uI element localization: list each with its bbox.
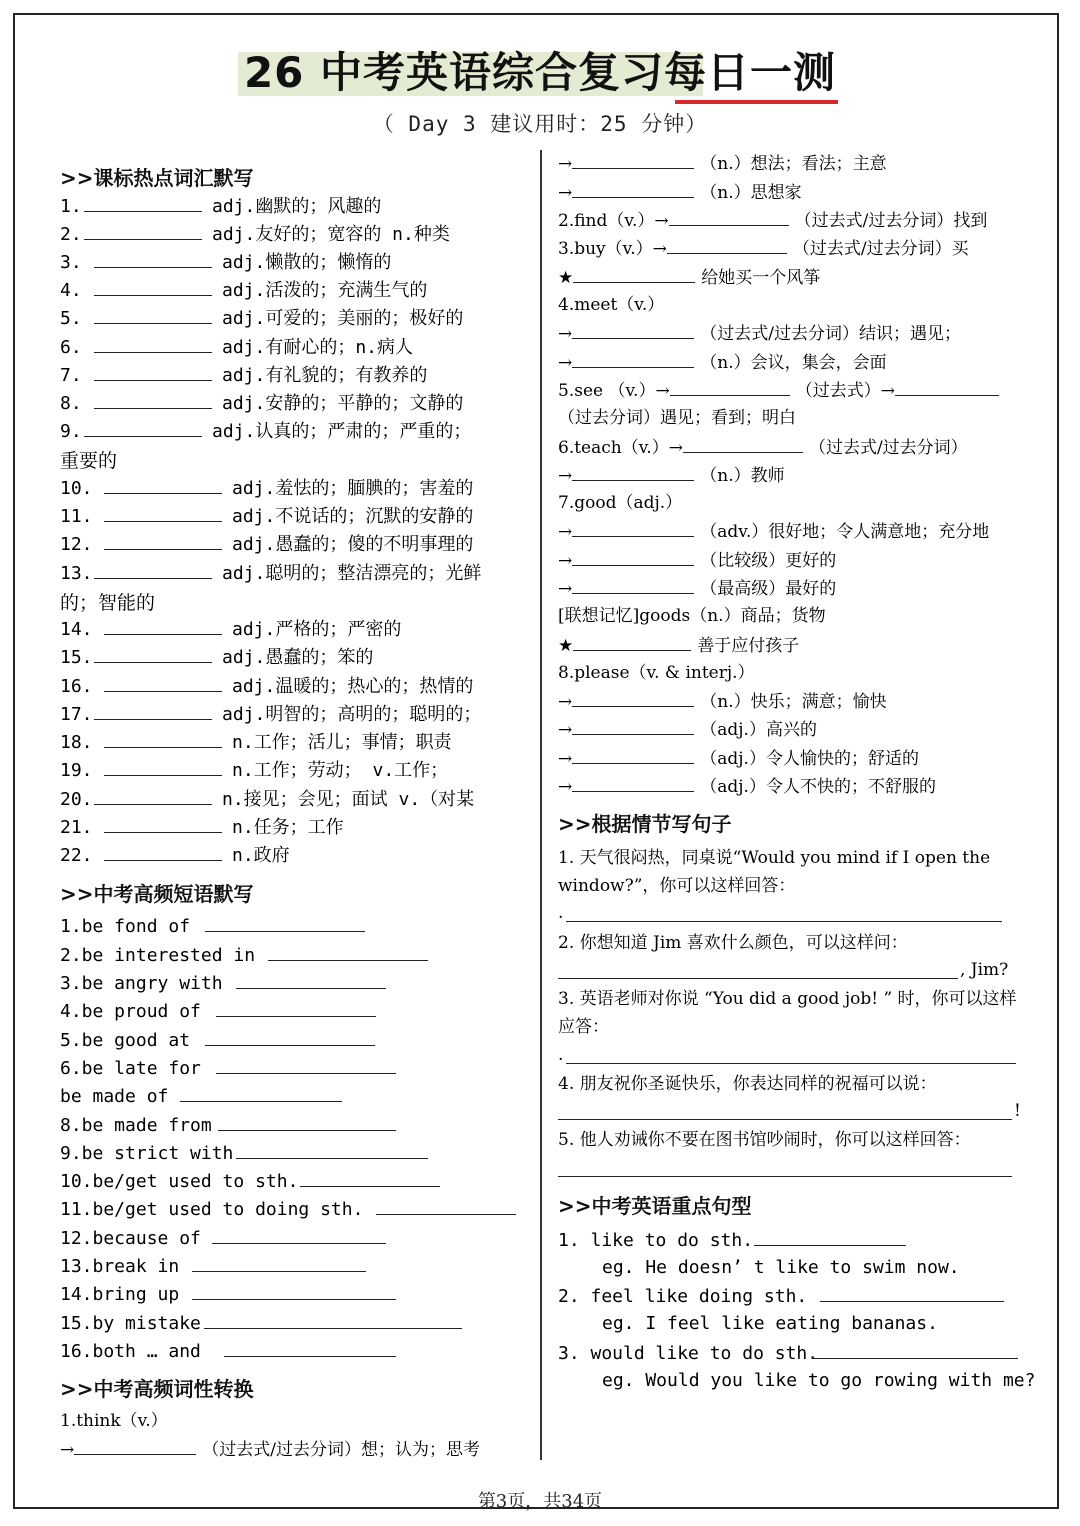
conversion-hint: （n.）会议，集会，会面 <box>700 353 887 373</box>
answer-tail-text: , Jim? <box>960 960 1009 980</box>
pattern-text: 3. would like to do sth. <box>558 1343 819 1364</box>
conversion-hint: （adv.）很好地；令人满意地；充分地 <box>700 522 990 542</box>
situational-answer-line[interactable] <box>566 920 1002 922</box>
vocab-answer-blank[interactable] <box>84 193 202 212</box>
vocab-definition: adj.明智的；高明的；聪明的； <box>222 704 482 725</box>
vocab-number: 8. <box>60 393 82 414</box>
pattern-example: eg. He doesn’ t like to swim now. <box>602 1257 960 1278</box>
vocab-answer-blank[interactable] <box>94 786 212 805</box>
section-vocab-heading: >>课标热点词汇默写 <box>60 166 254 190</box>
conversion-hint: （比较级）更好的 <box>700 551 837 571</box>
vocab-number: 1. <box>60 196 82 217</box>
phrase-text: 3.be angry with <box>60 973 223 994</box>
conversion-answer-blank[interactable] <box>572 150 694 169</box>
phrase-text: 11.be/get used to doing sth. <box>60 1199 364 1220</box>
vocab-continuation: 的；智能的 <box>60 592 156 614</box>
conversion-answer-blank[interactable] <box>573 264 695 283</box>
conversion-answer-blank[interactable] <box>572 518 694 537</box>
phrase-item <box>60 1055 396 1082</box>
phrase-item <box>60 1281 396 1308</box>
conversion-hint: （过去式/过去分词） <box>808 438 968 458</box>
conversion-answer-blank[interactable] <box>572 688 694 707</box>
vocab-answer-blank[interactable] <box>104 475 222 494</box>
phrase-item <box>60 1196 516 1223</box>
phrase-text: 13.break in <box>60 1256 180 1277</box>
conversion-item <box>558 632 799 659</box>
vocab-answer-blank[interactable] <box>94 305 212 324</box>
vocab-answer-blank[interactable] <box>104 729 222 748</box>
vocab-definition: adj.懒散的；懒惰的 <box>222 252 392 273</box>
conversion-prefix: 5.see （v.）→ <box>558 381 670 401</box>
vocab-definition: adj.活泼的；充满生气的 <box>222 280 428 301</box>
conversion-hint: 善于应付孩子 <box>697 636 800 656</box>
conversion-answer-blank[interactable] <box>572 349 694 368</box>
vocab-answer-blank[interactable] <box>84 418 202 437</box>
phrase-text: be made of <box>60 1086 169 1107</box>
vocab-item <box>60 249 391 276</box>
conversion-item <box>558 547 836 574</box>
phrase-text: 14.bring up <box>60 1284 180 1305</box>
phrase-text: 5.be good at <box>60 1030 191 1051</box>
conversion-item <box>558 490 682 516</box>
vocab-answer-blank[interactable] <box>94 560 212 579</box>
vocab-number: 9. <box>60 421 82 442</box>
vocab-number: 2. <box>60 224 82 245</box>
situational-question: 2. 你想知道 Jim 喜欢什么颜色，可以这样问： <box>558 933 908 953</box>
section-patterns-heading: >>中考英语重点句型 <box>558 1194 752 1218</box>
phrase-text: 10.be/get used to sth. <box>60 1171 299 1192</box>
vocab-item <box>60 531 473 558</box>
phrase-text: 9.be strict with <box>60 1143 234 1164</box>
phrase-item <box>60 1310 462 1337</box>
conversion-prefix: （过去分词）遇见；看到；明白 <box>558 408 796 428</box>
pattern-answer-blank[interactable] <box>754 1227 906 1246</box>
vocab-number: 15. <box>60 647 93 668</box>
situational-question-cont: window?”，你可以这样回答： <box>558 876 796 896</box>
conversion-item <box>558 207 987 234</box>
vocab-item <box>60 503 473 530</box>
conversion-item <box>558 264 820 291</box>
vocab-item <box>60 701 481 728</box>
conversion-answer-blank[interactable] <box>669 207 789 226</box>
vocab-item <box>60 673 473 700</box>
vocab-definition: adj.严格的；严密的 <box>232 619 402 640</box>
conversion-prefix: ★ <box>558 268 574 288</box>
phrase-answer-blank[interactable] <box>236 1140 428 1159</box>
phrase-text: 8.be made from <box>60 1115 212 1136</box>
vocab-number: 7. <box>60 365 82 386</box>
conversion-answer-blank[interactable] <box>572 547 694 566</box>
answer-leading-dot: . <box>558 1045 564 1065</box>
vocab-number: 12. <box>60 534 93 555</box>
vocab-definition: adj.不说话的；沉默的安静的 <box>232 506 474 527</box>
conversion-prefix: 2.find（v.）→ <box>558 211 669 231</box>
phrase-item <box>60 1338 396 1365</box>
conversion-item <box>558 292 664 318</box>
vocab-definition: adj.有礼貌的；有教养的 <box>222 365 428 386</box>
page-title: 26 中考英语综合复习每日一测 <box>243 48 837 97</box>
vocab-item <box>60 814 344 841</box>
vocab-definition: adj.聪明的；整洁漂亮的；光鲜 <box>222 563 482 584</box>
phrase-text: 6.be late for <box>60 1058 201 1079</box>
conversion-answer-blank[interactable] <box>572 575 694 594</box>
conversion-item <box>558 518 989 545</box>
vocab-item <box>60 616 401 643</box>
vocab-number: 5. <box>60 308 82 329</box>
phrase-answer-blank[interactable] <box>236 970 386 989</box>
page-subtitle: （ Day 3 建议用时：25 分钟） <box>372 112 708 136</box>
vocab-number: 4. <box>60 280 82 301</box>
conversion-answer-blank[interactable] <box>573 632 691 651</box>
phrase-item <box>60 1112 396 1139</box>
phrase-item <box>60 1253 366 1280</box>
conversion-item <box>558 716 817 743</box>
vocab-answer-blank[interactable] <box>94 701 212 720</box>
conversion-item <box>558 745 919 772</box>
conversion-hint: （n.）思想家 <box>700 183 802 203</box>
vocab-definition: adj.愚蠢的；笨的 <box>222 647 374 668</box>
conversion-item <box>558 773 936 800</box>
page-footer: 第3页，共34页 <box>477 1491 603 1512</box>
situational-question: 5. 他人劝诫你不要在图书馆吵闹时，你可以这样回答： <box>558 1130 971 1150</box>
arrow-icon: → <box>60 1440 75 1460</box>
vocab-answer-blank[interactable] <box>94 390 212 409</box>
situational-question-cont: 应答： <box>558 1017 609 1037</box>
vocab-item <box>60 644 373 671</box>
conversion-prefix: 6.teach（v.）→ <box>558 438 683 458</box>
conversion-hint: （n.）想法；看法；主意 <box>700 154 887 174</box>
conversion-item <box>558 405 796 431</box>
pattern-example: eg. Would you like to go rowing with me? <box>602 1370 1036 1391</box>
phrase-answer-blank[interactable] <box>376 1196 516 1215</box>
pattern-text: 2. feel like doing sth. <box>558 1286 808 1307</box>
conversion-prefix: 7.good（adj.） <box>558 493 683 513</box>
vocab-answer-blank[interactable] <box>104 503 222 522</box>
section-situational-heading: >>根据情节写句子 <box>558 812 732 836</box>
vocab-definition: adj.安静的；平静的；文静的 <box>222 393 464 414</box>
vocab-answer-blank[interactable] <box>104 531 222 550</box>
conversion-answer-blank[interactable] <box>572 462 694 481</box>
pattern-head <box>558 1340 1018 1367</box>
situational-question: 4. 朋友祝你圣诞快乐，你表达同样的祝福可以说： <box>558 1074 937 1094</box>
answer-leading-dot: . <box>558 903 564 923</box>
vocab-answer-blank[interactable] <box>104 757 222 776</box>
vocab-answer-blank[interactable] <box>94 362 212 381</box>
vocab-answer-blank[interactable] <box>104 814 222 833</box>
conversion-item <box>558 235 969 262</box>
conversion-hint: （过去式/过去分词）想；认为；思考 <box>202 1440 480 1460</box>
conversion-prefix: → <box>558 466 573 486</box>
vocab-definition: adj.有耐心的；n.病人 <box>222 337 414 358</box>
conversion-item <box>558 688 887 715</box>
vocab-item <box>60 334 413 361</box>
vocab-answer-blank[interactable] <box>104 842 222 861</box>
conversion-prefix: → <box>558 353 573 373</box>
vocab-answer-blank[interactable] <box>94 334 212 353</box>
phrase-answer-blank[interactable] <box>192 1281 396 1300</box>
vocab-definition: adj.认真的；严肃的；严重的； <box>212 421 472 442</box>
conversion-prefix: → <box>558 692 573 712</box>
conversion-item <box>558 179 802 206</box>
conversion-hint: （过去式/过去分词）结识；遇见； <box>700 324 961 344</box>
conversion-prefix: → <box>558 154 573 174</box>
vocab-definition: n.任务；工作 <box>232 817 344 838</box>
phrase-text: 12.because of <box>60 1228 201 1249</box>
conversion-hint: （过去式/过去分词）买 <box>792 239 969 259</box>
conversion-item <box>558 377 999 404</box>
page-title-wrap <box>0 44 1080 102</box>
situational-answer-line[interactable] <box>566 1062 1016 1064</box>
phrase-text: 2.be interested in <box>60 945 256 966</box>
phrase-answer-blank[interactable] <box>204 1310 462 1329</box>
conversion-hint: （adj.）令人愉快的；舒适的 <box>700 749 919 769</box>
section-phrases-heading: >>中考高频短语默写 <box>60 882 254 906</box>
vocab-definition: adj.可爱的；美丽的；极好的 <box>222 308 464 329</box>
phrase-answer-blank[interactable] <box>224 1338 396 1357</box>
conversion-prefix: → <box>558 749 573 769</box>
vocab-definition: n.工作；活儿；事情；职责 <box>232 732 452 753</box>
conversion-item <box>558 150 887 177</box>
conversion-item <box>558 575 836 602</box>
pattern-answer-blank[interactable] <box>820 1283 1004 1302</box>
vocab-item <box>60 842 290 869</box>
phrase-answer-blank[interactable] <box>300 1168 440 1187</box>
vocab-number: 19. <box>60 760 93 781</box>
conversion-item <box>558 603 826 629</box>
conversion-hint: （adj.）高兴的 <box>700 720 817 740</box>
vocab-answer-blank[interactable] <box>94 277 212 296</box>
pattern-text: 1. like to do sth. <box>558 1230 754 1251</box>
phrase-item <box>60 1168 440 1195</box>
situational-answer-line[interactable] <box>558 977 958 979</box>
vocab-number: 6. <box>60 337 82 358</box>
vocab-item <box>60 305 463 332</box>
conversion-prefix: → <box>558 777 573 797</box>
phrase-answer-blank[interactable] <box>218 1112 396 1131</box>
pattern-head <box>558 1227 906 1254</box>
vocab-item <box>60 418 471 445</box>
vocab-item <box>60 362 427 389</box>
phrase-answer-blank[interactable] <box>205 1027 375 1046</box>
phrase-item <box>60 1027 375 1054</box>
pattern-answer-blank[interactable] <box>812 1340 1018 1359</box>
vocab-number: 10. <box>60 478 93 499</box>
situational-question: 1. 天气很闷热，同桌说“Would you mind if I open the <box>558 848 991 868</box>
vocab-item <box>60 193 381 220</box>
vocab-number: 13. <box>60 563 93 584</box>
vocab-item <box>60 475 473 502</box>
conversion-think-label: 1.think（v.） <box>60 1411 168 1431</box>
vocab-number: 18. <box>60 732 93 753</box>
conversion-answer-blank[interactable] <box>572 320 694 339</box>
conversion-answer-blank[interactable] <box>683 434 803 453</box>
vocab-answer-blank[interactable] <box>104 673 222 692</box>
vocab-item <box>60 221 450 248</box>
phrase-item <box>60 1083 342 1110</box>
vocab-definition: n.政府 <box>232 845 290 866</box>
conversion-item <box>558 349 887 376</box>
conversion-answer-blank[interactable] <box>74 1436 196 1455</box>
vocab-answer-blank[interactable] <box>94 644 212 663</box>
title-red-underline <box>675 100 838 104</box>
conversion-prefix: → <box>558 720 573 740</box>
vocab-number: 14. <box>60 619 93 640</box>
vocab-number: 16. <box>60 676 93 697</box>
vocab-answer-blank[interactable] <box>94 249 212 268</box>
situational-answer-line[interactable] <box>558 1118 1012 1120</box>
phrase-answer-blank[interactable] <box>216 1055 396 1074</box>
vocab-definition: n.接见；会见；面试 v.（对某 <box>222 789 475 810</box>
vocab-number: 22. <box>60 845 93 866</box>
conversion-hint: （过去式/过去分词）找到 <box>794 211 988 231</box>
conversion-prefix: 8.please（v. & interj.） <box>558 663 755 683</box>
conversion-answer-blank[interactable] <box>572 773 694 792</box>
vocab-item <box>60 729 452 756</box>
phrase-answer-blank[interactable] <box>205 913 365 932</box>
phrase-item <box>60 970 386 997</box>
phrase-text: 1.be fond of <box>60 916 191 937</box>
vocab-item <box>60 757 448 784</box>
phrase-answer-blank[interactable] <box>216 998 376 1017</box>
vocab-number: 21. <box>60 817 93 838</box>
conversion-prefix: 4.meet（v.） <box>558 295 665 315</box>
phrase-item <box>60 1225 386 1252</box>
vocab-item <box>60 390 463 417</box>
conversion-item <box>558 660 755 686</box>
conversion-answer-blank[interactable] <box>572 716 694 735</box>
phrase-answer-blank[interactable] <box>180 1083 342 1102</box>
conversion-item <box>558 320 961 347</box>
vocab-definition: adj.幽默的；风趣的 <box>212 196 382 217</box>
vocab-definition: n.工作；劳动； v.工作； <box>232 760 449 781</box>
vocab-item <box>60 277 427 304</box>
conversion-prefix: ★ <box>558 636 574 656</box>
conversion-answer-blank[interactable] <box>572 179 694 198</box>
phrase-answer-blank[interactable] <box>268 942 428 961</box>
conversion-prefix: → <box>558 183 573 203</box>
conversion-hint: （过去式）→ <box>795 381 895 401</box>
vocab-item <box>60 560 481 587</box>
vocab-answer-blank[interactable] <box>84 221 202 240</box>
phrase-text: 16.both … and <box>60 1341 201 1362</box>
situational-question: 3. 英语老师对你说 “You did a good job! ” 时，你可以这样 <box>558 989 1017 1009</box>
phrase-item <box>60 913 365 940</box>
vocab-number: 3. <box>60 252 82 273</box>
phrase-text: 15.by mistake <box>60 1313 201 1334</box>
vocab-definition: adj.愚蠢的；傻的不明事理的 <box>232 534 474 555</box>
pattern-example: eg. I feel like eating bananas. <box>602 1313 938 1334</box>
vocab-number: 17. <box>60 704 93 725</box>
situational-answer-line[interactable] <box>558 1175 1012 1177</box>
conversion-hint: 给她买一个风筝 <box>701 268 821 288</box>
vocab-answer-blank[interactable] <box>104 616 222 635</box>
conversion-item <box>558 462 785 489</box>
vocab-definition: adj.温暖的；热心的；热情的 <box>232 676 474 697</box>
phrase-text: 4.be proud of <box>60 1001 201 1022</box>
conversion-prefix: → <box>558 522 573 542</box>
phrase-item <box>60 942 428 969</box>
conversion-prefix: → <box>558 324 573 344</box>
vocab-continuation: 重要的 <box>60 450 118 472</box>
conversion-hint: （n.）教师 <box>700 466 785 486</box>
conversion-answer-blank[interactable] <box>895 377 999 396</box>
phrase-item <box>60 998 376 1025</box>
answer-tail-text: ! <box>1014 1101 1021 1121</box>
conversion-answer-blank[interactable] <box>572 745 694 764</box>
conversion-prefix: → <box>558 579 573 599</box>
pattern-head <box>558 1283 1004 1310</box>
conversion-hint: （最高级）最好的 <box>700 579 837 599</box>
conversion-answer-blank[interactable] <box>670 377 790 396</box>
vocab-number: 11. <box>60 506 93 527</box>
phrase-item <box>60 1140 428 1167</box>
section-conversion-heading: >>中考高频词性转换 <box>60 1377 254 1401</box>
vocab-definition: adj.羞怯的；腼腆的；害羞的 <box>232 478 474 499</box>
vocab-number: 20. <box>60 789 93 810</box>
phrase-answer-blank[interactable] <box>192 1253 366 1272</box>
conversion-prefix: [联想记忆]goods（n.）商品；货物 <box>558 606 826 626</box>
column-divider <box>540 150 542 1460</box>
vocab-item <box>60 786 474 813</box>
conversion-think-past <box>60 1436 480 1463</box>
conversion-item <box>558 434 968 461</box>
conversion-answer-blank[interactable] <box>667 235 787 254</box>
vocab-definition: adj.友好的；宽容的 n.种类 <box>212 224 450 245</box>
phrase-answer-blank[interactable] <box>212 1225 386 1244</box>
conversion-hint: （adj.）令人不快的；不舒服的 <box>700 777 936 797</box>
conversion-prefix: 3.buy（v.）→ <box>558 239 667 259</box>
conversion-prefix: → <box>558 551 573 571</box>
conversion-hint: （n.）快乐；满意；愉快 <box>700 692 887 712</box>
